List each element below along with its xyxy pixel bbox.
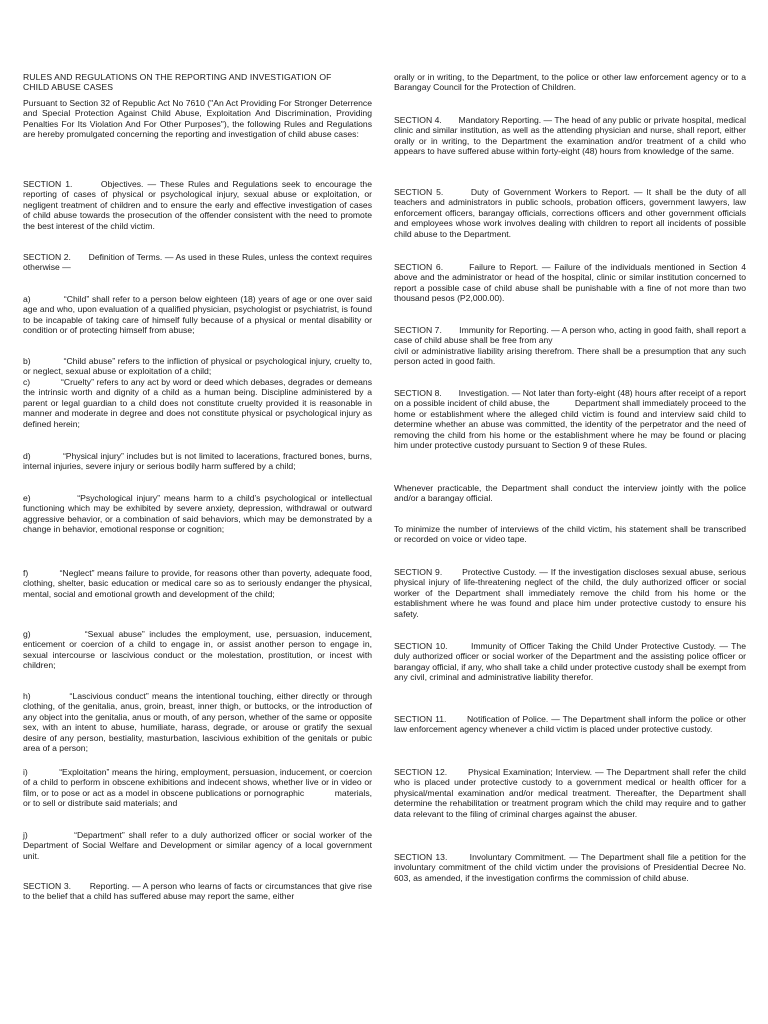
definition-e-paragraph: e) “Psychological injury” means harm to a child’s psychological or intellectual functioning which may be exhibited by severe anxiety, depression, withdrawal or outward aggressive behavior, or a combination of said behaviors, which may be demonstrated by a change in behavior, emotional response or cognition; xyxy=(23,493,372,535)
section-3-paragraph: SECTION 3. Reporting. — A person who learns of facts or circumstances that give rise to the belief that a child has suffered abuse may report the same, either xyxy=(23,881,372,902)
section-1-paragraph: SECTION 1. Objectives. — These Rules and Regulations seek to encourage the reporting of cases of physical or psychological injury, sexual abuse or exploitation, or negligent treatment of children and to ensure the early and effective investigation of cases of child abuse towards the prosecution of the offender consistent with the need to promote the best interest of the child victim. xyxy=(23,179,372,231)
definition-b-c-paragraph: b) “Child abuse” refers to the infliction of physical or psychological injury, cruelty to, or neglect, sexual abuse or exploitation of a child; c) “Cruelty” refers to any act by word or deed which debases, degrades or demeans the intrinsic worth and dignity of a child as a human being. Discipline administered by a parent or legal guardian to a child does not constitute cruelty provided it is reasonable in manner and moderate in degree and does not constitute physical or psychological injury as defined herein; xyxy=(23,356,372,429)
section-2-paragraph: SECTION 2. Definition of Terms. — As used in these Rules, unless the context requires otherwise — xyxy=(23,252,372,273)
section-13-paragraph: SECTION 13. Involuntary Commitment. — The Department shall file a petition for the involuntary commitment of the child victim under the provisions of Presidential Decree No. 603, as amended, if the investigation confirms the commission of child abuse. xyxy=(394,852,746,883)
definition-a-paragraph: a) “Child” shall refer to a person below eighteen (18) years of age or one over said age and who, upon evaluation of a qualified physician, psychologist or psychiatrist, is found to be incapable of taking care of himself fully because of a physical or mental disability or condition or of protecting himself from abuse; xyxy=(23,294,372,336)
section-4-paragraph: SECTION 4. Mandatory Reporting. — The head of any public or private hospital, medical clinic and similar institution, as well as the attending physician and nurse, shall report, either orally or in writing, to the Department the examination and/or treatment of a child who appears to have suffered abuse within forty-eight (48) hours from knowledge of the same. xyxy=(394,115,746,157)
section-10-paragraph: SECTION 10. Immunity of Officer Taking the Child Under Protective Custody. — The duly authorized officer or social worker of the Department and the assisting police officer or barangay official, if any, who shall take a child under protective custody shall be exempt from any civil, criminal and administrative liability therefor. xyxy=(394,641,746,683)
document-title: RULES AND REGULATIONS ON THE REPORTING AND INVESTIGATION OF CHILD ABUSE CASES xyxy=(23,72,332,93)
definition-d-paragraph: d) “Physical injury” includes but is not limited to lacerations, fractured bones, burns, internal injuries, severe injury or serious bodily harm suffered by a child; xyxy=(23,451,372,472)
section-7-paragraph: SECTION 7. Immunity for Reporting. — A person who, acting in good faith, shall report a case of child abuse shall be free from any civil or administrative liability arising therefrom. There shall be a presumption that any such person acted in good faith. xyxy=(394,325,746,367)
definition-h-paragraph: h) “Lascivious conduct” means the intentional touching, either directly or through clothing, of the genitalia, anus, groin, breast, inner thigh, or buttocks, or the introduction of any object into the genitalia, anus or mouth, of any person, whether of the same or opposite sex, with an intent to abuse, humiliate, harass, degrade, or arouse or gratify the sexual desire of any person, bestiality, masturbation, lascivious exhibition of the genitals or pubic area of a person; xyxy=(23,691,372,754)
section-8-minimize-paragraph: To minimize the number of interviews of the child victim, his statement shall be transcribed or recorded on voice or video tape. xyxy=(394,524,746,545)
section-5-paragraph: SECTION 5. Duty of Government Workers to Report. — It shall be the duty of all teachers and administrators in public schools, probation officers, government lawyers, law enforcement officers, barangay officials, corrections officers and other government officials and employees whose work involves dealing with children to report all incidents of possible child abuse to the Department. xyxy=(394,187,746,239)
definition-i-paragraph: i) “Exploitation” means the hiring, employment, persuasion, inducement, or coercion of a child to perform in obscene exhibitions and indecent shows, whether live or in video or film, or to pose or act as a model in obscene publications or pornographic materials, or to sell or distribute said materials; and xyxy=(23,767,372,809)
preamble-paragraph: Pursuant to Section 32 of Republic Act No 7610 ("An Act Providing For Stronger Deterrence and Special Protection Against Child Abuse, Exploitation And Discrimination, Providing Penalties For Its Violation And For Other Purposes"), the following Rules and Regulations are hereby promulgated concerning the reporting and investigation of child abuse cases: xyxy=(23,98,372,140)
section-3-continued-paragraph: orally or in writing, to the Department, to the police or other law enforcement agency or to a Barangay Council for the Protection of Children. xyxy=(394,72,746,93)
definition-f-paragraph: f) “Neglect” means failure to provide, for reasons other than poverty, adequate food, clothing, shelter, basic education or medical care so as to seriously endanger the physical, mental, social and emotional growth and development of the child; xyxy=(23,568,372,599)
section-11-paragraph: SECTION 11. Notification of Police. — The Department shall inform the police or other law enforcement agency whenever a child victim is placed under protective custody. xyxy=(394,714,746,735)
section-8-paragraph: SECTION 8. Investigation. — Not later than forty-eight (48) hours after receipt of a report on a possible incident of child abuse, the Department shall immediately proceed to the home or establishment where the alleged child victim is found and interview said child to determine whether an abuse was committed, the identity of the perpetrator and the need of removing the child from his home or the establishment where he may be found or placing him under protective custody pursuant to Section 9 of these Rules. xyxy=(394,388,746,451)
section-6-paragraph: SECTION 6. Failure to Report. — Failure of the individuals mentioned in Section 4 above and the administrator or head of the hospital, clinic or similar institution concerned to report a possible case of child abuse shall be punishable with a fine of not more than two thousand pesos (P2,000.00). xyxy=(394,262,746,304)
section-12-paragraph: SECTION 12. Physical Examination; Interview. — The Department shall refer the child who is placed under protective custody to a government medical or health officer for a physical/mental examination and/or medical treatment. Thereafter, the Department shall determine the rehabilitation or treatment program which the child may require and to gather data relevant to the filing of criminal charges against the abuser. xyxy=(394,767,746,819)
section-9-paragraph: SECTION 9. Protective Custody. — If the investigation discloses sexual abuse, serious physical injury of life-threatening neglect of the child, the duly authorized officer or social worker of the Department shall immediately remove the child from his home or the establishment where he was found and place him under protective custody to ensure his safety. xyxy=(394,567,746,619)
definition-g-paragraph: g) “Sexual abuse” includes the employment, use, persuasion, inducement, enticement or coercion of a child to engage in, or assist another person to engage in, sexual intercourse or lascivious conduct or the molestation, prostitution, or incest with children; xyxy=(23,629,372,671)
section-8-practicable-paragraph: Whenever practicable, the Department shall conduct the interview jointly with the police and/or a barangay official. xyxy=(394,483,746,504)
definition-j-paragraph: j) “Department” shall refer to a duly authorized officer or social worker of the Department of Social Welfare and Development or similar agency of a local government unit. xyxy=(23,830,372,861)
